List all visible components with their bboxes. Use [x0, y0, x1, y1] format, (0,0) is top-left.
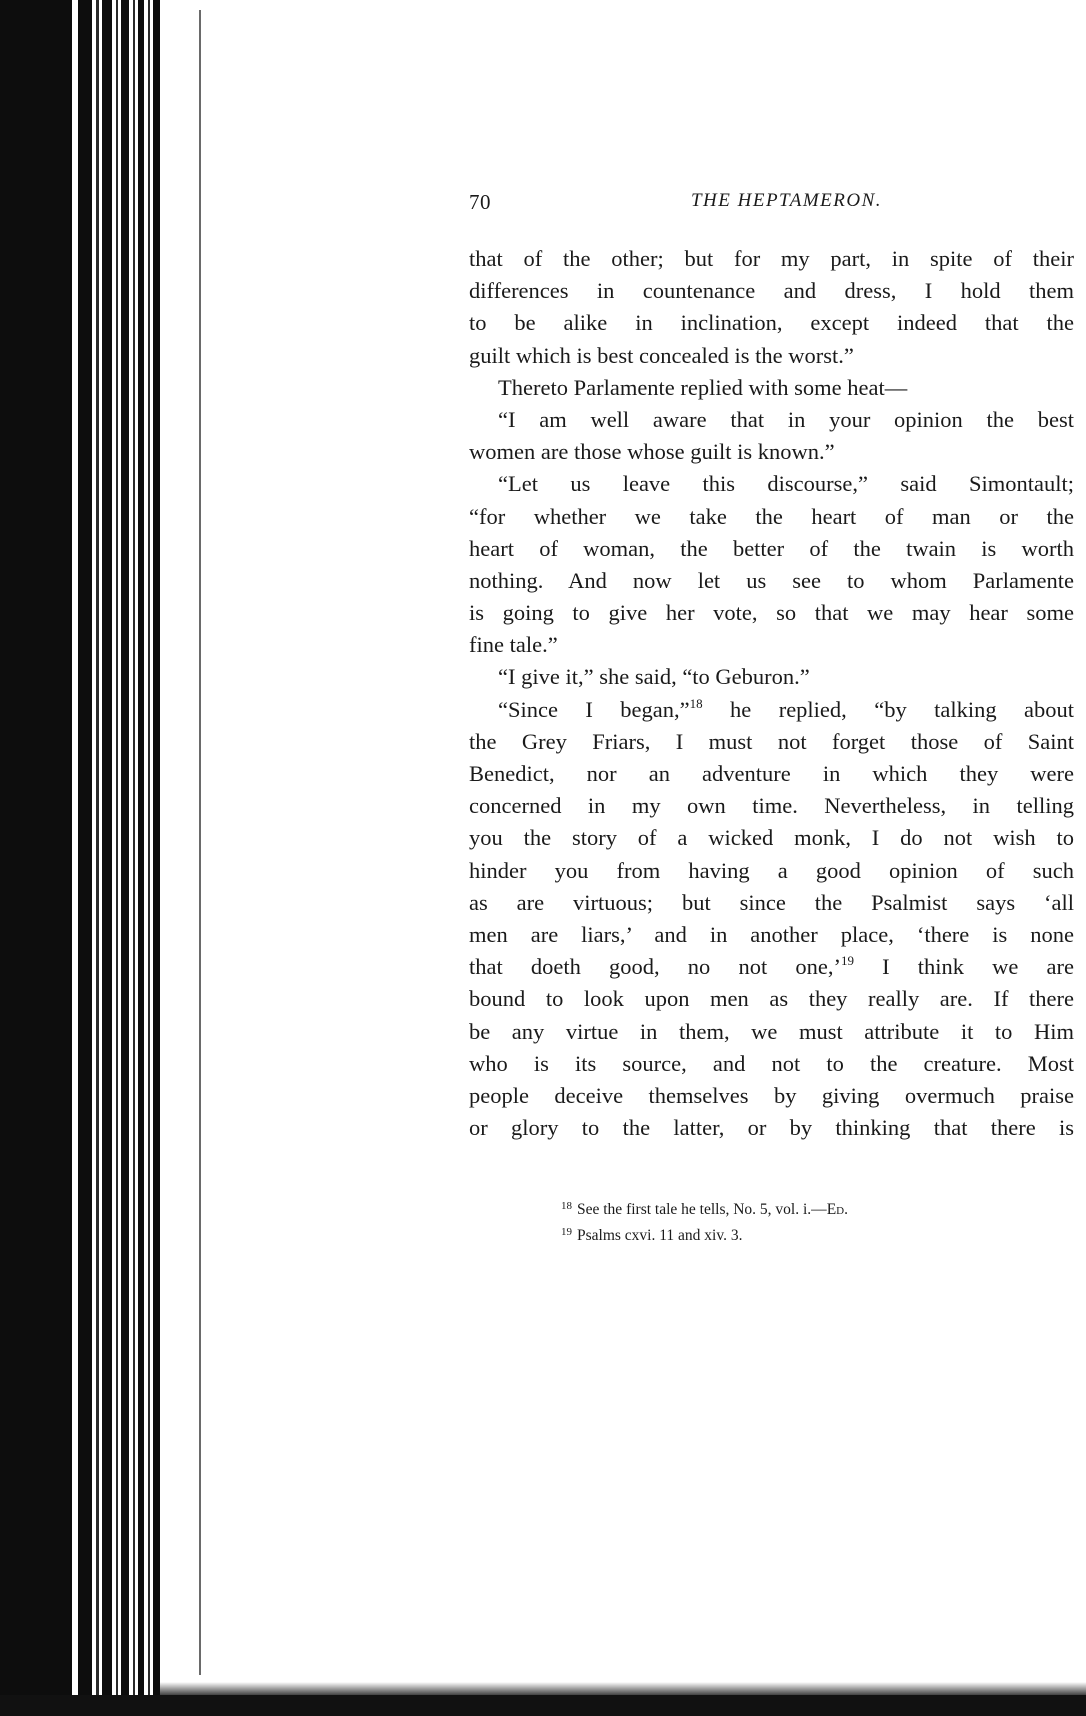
text-line: that of the other; but for my part, in spite of their — [469, 246, 1074, 271]
text-line: men are liars,’ and in another place, ‘there is none — [469, 921, 1074, 947]
footnote-number: 19 — [561, 1226, 572, 1238]
footnote-reference: 18 — [689, 695, 703, 711]
text-line: or glory to the latter, or by thinking that there is — [469, 1115, 1074, 1141]
text-line: Benedict, nor an adventure in which they were — [469, 761, 1074, 786]
text-line: fine tale.” — [469, 632, 558, 658]
text-line: you the story of a wicked monk, I do not wish to — [469, 825, 1074, 851]
text-line: concerned in my own time. Nevertheless, in telling — [469, 793, 1074, 819]
text-line — [469, 694, 1074, 726]
page-bottom-shadow — [0, 1695, 1086, 1716]
body-text — [469, 243, 1074, 1144]
footnote-editor-mark: Ed. — [826, 1201, 848, 1218]
text-line: hinder you from having a good opinion of such — [469, 857, 1074, 883]
text-segment: he replied, “by talking about — [702, 696, 1074, 722]
text-line: Thereto Parlamente replied with some heat— — [498, 374, 908, 400]
text-line: the Grey Friars, I must not forget those of Saint — [469, 728, 1074, 754]
text-line: nothing. And now let us see to whom Parlamente — [469, 567, 1074, 593]
text-segment: “Since I began,” — [498, 696, 690, 722]
footnote-text: See the first tale he tells, No. 5, vol. i.— — [577, 1201, 827, 1218]
footnote-18 — [561, 1195, 1061, 1221]
text-line: “I am well aware that in your opinion the best — [498, 406, 1074, 432]
text-line: be any virtue in them, we must attribute it to Him — [469, 1018, 1074, 1044]
text-line: women are those whose guilt is known.” — [469, 439, 835, 465]
book-spine-edge — [0, 0, 160, 1716]
text-line: is going to give her vote, so that we may hear some — [469, 600, 1074, 626]
footnote-19 — [561, 1221, 1061, 1247]
text-line: to be alike in inclination, except indeed that the — [469, 310, 1074, 336]
text-segment: that doeth good, no not one,’ — [469, 954, 841, 980]
text-line: “Let us leave this discourse,” said Simontault; — [498, 471, 1074, 497]
text-line: as are virtuous; but since the Psalmist says ‘all — [469, 889, 1074, 915]
text-segment: I think we are — [853, 954, 1074, 980]
page-bottom-edge — [160, 1682, 1086, 1696]
text-line: bound to look upon men as they really are. If there — [469, 986, 1074, 1012]
text-line: people deceive themselves by giving overmuch praise — [469, 1082, 1074, 1108]
text-line: who is its source, and not to the creature. Most — [469, 1050, 1074, 1076]
text-line: guilt which is best concealed is the worst.” — [469, 342, 854, 368]
running-title: THE HEPTAMERON. — [690, 190, 883, 211]
footnote-text: Psalms cxvi. 11 and xiv. 3. — [577, 1227, 743, 1244]
text-line: heart of woman, the better of the twain is worth — [469, 535, 1074, 561]
text-line: “I give it,” she said, “to Geburon.” — [498, 664, 810, 690]
text-line: “for whether we take the heart of man or the — [469, 503, 1074, 529]
text-line: differences in countenance and dress, I hold them — [469, 278, 1074, 304]
footnotes — [561, 1195, 1061, 1247]
text-line — [469, 951, 1074, 983]
footnote-number: 18 — [561, 1200, 572, 1212]
footnote-reference: 19 — [840, 953, 854, 969]
page-header — [469, 190, 1074, 220]
page-number: 70 — [469, 190, 491, 214]
page-gutter-line — [199, 10, 201, 1675]
